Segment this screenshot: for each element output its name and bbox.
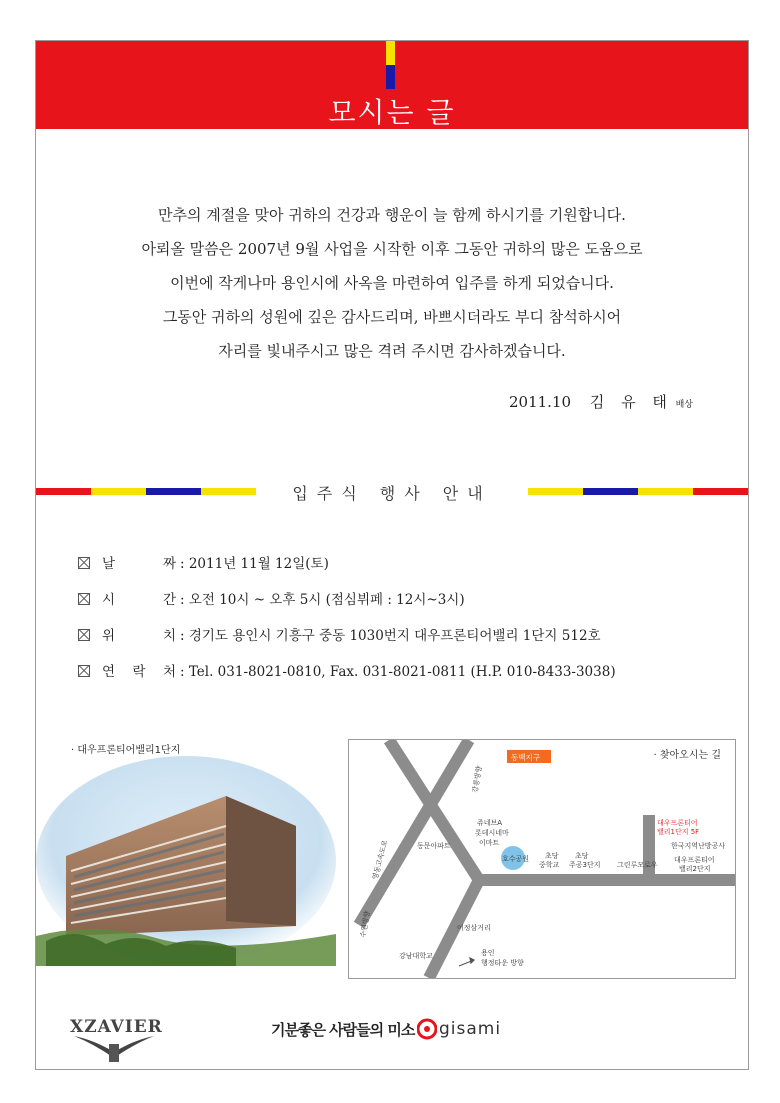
- detail-row-location: [78, 623, 616, 659]
- bullet-mark-icon: [78, 557, 90, 569]
- detail-label: 시 간: [102, 592, 176, 608]
- map-label-apt: 쥬네브A: [477, 819, 503, 827]
- page-title: 모시는 글: [328, 96, 456, 129]
- map-label-kora: 한국지역난방공사: [671, 842, 726, 850]
- map-caption: · 찾아오시는 길: [653, 750, 721, 761]
- map-label-elem2: 주공3단지: [569, 861, 601, 869]
- gisami-logo-icon: [417, 1015, 437, 1043]
- detail-value: : 경기도 용인시 기흥구 중동 1030번지 대우프론티어밸리 1단지 512호: [180, 628, 601, 644]
- detail-label: 위 치: [102, 628, 176, 644]
- map-label-daewoo2b: 밸리2단지: [679, 865, 711, 873]
- map-label-to-gangneung: 강릉방향: [471, 765, 484, 794]
- divider-right: [528, 488, 748, 495]
- map-label-crossroad: 어정삼거리: [457, 924, 491, 932]
- building-photo: [36, 756, 336, 966]
- map-label-middle2: 중학교: [539, 861, 560, 869]
- letter-line: 아뢰올 말씀은 2007년 9월 사업을 시작한 이후 그동안 귀하의 많은 도움으로: [141, 240, 643, 258]
- detail-value: : 2011년 11월 12일(토): [180, 556, 329, 572]
- signature-name: 김 유 태: [589, 393, 673, 411]
- map-label-yongin2: 행정타운 방향: [481, 959, 524, 967]
- invitation-card: [35, 40, 749, 1070]
- location-map: [348, 739, 736, 979]
- event-details: [78, 551, 616, 695]
- signature-suffix: 배상: [675, 400, 693, 410]
- detail-row-contact: [78, 659, 616, 695]
- map-label-greenlight: 그린루모로우: [617, 861, 658, 869]
- map-label-target: 대우프론티어: [657, 819, 698, 827]
- detail-value: : 오전 10시 ~ 오후 5시 (점심뷔페 : 12시~3시): [180, 592, 465, 608]
- detail-label: 날 짜: [102, 556, 176, 572]
- map-label-daewoo2: 대우프론티어: [674, 856, 715, 864]
- letter-line: 자리를 빛내주시고 많은 격려 주시면 감사하겠습니다.: [218, 342, 566, 360]
- photo-caption: · 대우프론티어밸리1단지: [71, 745, 181, 756]
- detail-row-date: [78, 551, 616, 587]
- letter-line: 만추의 계절을 맞아 귀하의 건강과 행운이 늘 함께 하시기를 기원합니다.: [158, 206, 626, 224]
- map-label-kangnam: 강남대학교: [399, 952, 433, 960]
- bullet-mark-icon: [78, 665, 90, 677]
- xzavier-logo: [64, 1006, 164, 1066]
- section-title: 입주식 행사 안내: [292, 484, 492, 503]
- detail-label: 연 락 처: [102, 664, 176, 680]
- brand-text: XZAVIER: [70, 1017, 163, 1037]
- map-label-lotte: 롯데시네마: [475, 829, 509, 837]
- map-label-dongmun: 동문아파트: [417, 842, 451, 850]
- map-drawing: [349, 740, 735, 978]
- ribbon-decoration: [386, 41, 395, 89]
- slogan: 기분좋은 사람들의 미소: [271, 1021, 415, 1039]
- map-label-to-suwon: 수원방향: [359, 910, 372, 939]
- bullet-mark-icon: [78, 629, 90, 641]
- letter-line: 그동안 귀하의 성원에 깊은 감사드리며, 바쁘시더라도 부디 참석하시어: [162, 308, 622, 326]
- detail-row-time: [78, 587, 616, 623]
- map-label-target2: 밸리1단지 5F: [657, 828, 700, 836]
- map-label-district: 동백지구: [511, 753, 540, 762]
- detail-value: : Tel. 031-8021-0810, Fax. 031-8021-0811 (H.P. 010-8433-3038): [180, 664, 616, 680]
- signature-date: 2011.10: [509, 393, 572, 411]
- letter-line: 이번에 작게나마 용인시에 사옥을 마련하여 입주를 하게 되었습니다.: [170, 274, 614, 292]
- map-label-emart: 이마트: [479, 839, 500, 847]
- bullet-mark-icon: [78, 593, 90, 605]
- map-label-expressway: 영동고속도로: [371, 839, 390, 881]
- invitation-letter: [36, 198, 748, 368]
- map-label-yongin: 용인: [481, 949, 495, 957]
- header-band: [36, 41, 748, 129]
- map-label-park: 호수공원: [502, 855, 530, 863]
- map-label-middle: 초당: [545, 852, 559, 860]
- partner-name: gisami: [439, 1019, 502, 1039]
- map-label-elem: 초당: [575, 852, 589, 860]
- signature: [509, 391, 693, 412]
